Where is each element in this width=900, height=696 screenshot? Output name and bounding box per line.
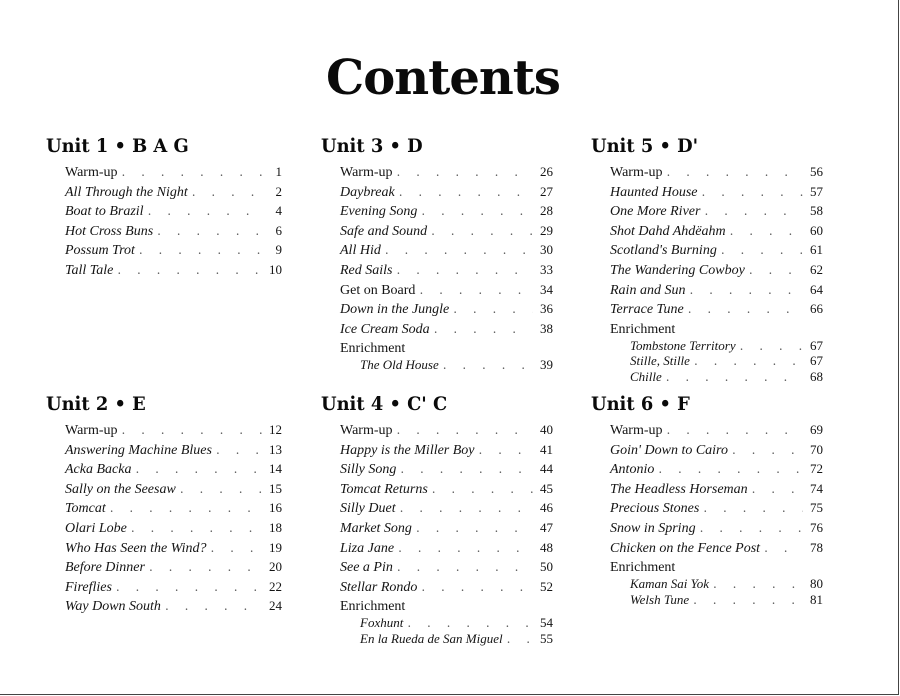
dot-leader: [135, 243, 262, 257]
entry-page-number: 15: [269, 480, 282, 496]
entry-page-number: 70: [810, 441, 823, 457]
dot-leader: [760, 541, 803, 555]
entry-page-number: 22: [269, 578, 282, 594]
dot-leader: [700, 204, 803, 218]
entry-page-number: 39: [540, 357, 553, 373]
entry-title: Liza Jane: [340, 540, 395, 556]
entry-page-number: 69: [810, 422, 823, 437]
entry-page-number: 56: [810, 164, 823, 179]
toc-entry: [610, 481, 823, 501]
entry-title: Sally on the Seesaw: [65, 481, 176, 497]
entry-list: [340, 164, 553, 373]
toc-entry: [65, 579, 282, 599]
toc-entry: [65, 481, 282, 501]
entry-page-number: 50: [540, 559, 553, 575]
toc-entry: [340, 164, 553, 184]
entry-page-number: 38: [540, 320, 553, 336]
dot-leader: [427, 224, 533, 238]
toc-entry: [65, 559, 282, 579]
entry-page-number: 6: [275, 222, 282, 238]
entry-title: Welsh Tune: [630, 591, 690, 607]
entry-list: [610, 422, 823, 607]
entry-list: [610, 164, 823, 384]
dot-leader: [415, 283, 533, 297]
toc-entry: [340, 540, 553, 560]
dot-leader: [663, 165, 803, 179]
entry-title: Safe and Sound: [340, 223, 428, 239]
dot-leader: [396, 501, 533, 515]
entry-title: Acka Backa: [65, 462, 132, 478]
toc-entry: [65, 520, 282, 540]
dot-leader: [153, 224, 262, 238]
dot-leader: [417, 580, 533, 594]
entry-page-number: 45: [540, 480, 553, 496]
unit-heading: Unit 3 • D: [321, 135, 423, 157]
toc-entry: [340, 184, 553, 204]
unit-6-section: [591, 392, 823, 607]
enrichment-list: [630, 576, 823, 607]
toc-entry: [630, 576, 823, 592]
entry-page-number: 72: [810, 461, 823, 477]
toc-entry: [340, 422, 553, 442]
entry-page-number: 18: [269, 519, 282, 535]
unit-heading: Unit 1 • B A G: [46, 135, 189, 157]
dot-leader: [745, 263, 803, 277]
dot-leader: [403, 616, 533, 630]
dot-leader: [393, 423, 533, 437]
enrichment-list: [360, 357, 553, 373]
toc-entry: [340, 500, 553, 520]
entry-page-number: 55: [540, 630, 553, 646]
entry-title: Red Sails: [340, 262, 393, 278]
entry-title: Foxhunt: [360, 615, 404, 631]
page-title: Contents: [326, 50, 560, 106]
entry-page-number: 81: [810, 591, 823, 607]
entry-page-number: 66: [810, 301, 823, 317]
entry-title: Who Has Seen the Wind?: [65, 540, 207, 556]
dot-leader: [728, 443, 803, 457]
entry-title: Haunted House: [610, 184, 698, 200]
entry-title: Market Song: [340, 520, 412, 536]
entry-title: Tomcat Returns: [340, 481, 428, 497]
dot-leader: [684, 302, 803, 316]
entry-title: Tomcat: [65, 501, 106, 517]
entry-title: Warm-up: [340, 165, 393, 180]
unit-4-section: [321, 392, 553, 646]
entry-title: Possum Trot: [65, 243, 135, 259]
dot-leader: [663, 423, 803, 437]
dot-leader: [395, 185, 533, 199]
enrichment-label: Enrichment: [340, 599, 406, 615]
toc-entry: [340, 262, 553, 282]
entry-title: Daybreak: [340, 184, 395, 200]
entry-title: Fireflies: [65, 579, 112, 595]
toc-entry: [610, 242, 823, 262]
dot-leader: [439, 358, 533, 372]
entry-page-number: 60: [810, 222, 823, 238]
entry-title: Tall Tale: [65, 262, 114, 278]
entry-title: Warm-up: [65, 423, 118, 438]
entry-page-number: 41: [540, 441, 553, 457]
dot-leader: [475, 443, 533, 457]
toc-entry: [65, 242, 282, 262]
toc-entry: [65, 184, 282, 204]
toc-entry: [340, 481, 553, 501]
entry-title: The Wandering Cowboy: [610, 262, 745, 278]
entry-title: Warm-up: [610, 165, 663, 180]
toc-entry: [65, 598, 282, 618]
entry-page-number: 62: [810, 261, 823, 277]
entry-page-number: 30: [540, 242, 553, 258]
entry-title: Way Down South: [65, 599, 161, 615]
entry-list: [65, 164, 282, 282]
toc-entry: [340, 242, 553, 262]
toc-entry: [360, 615, 553, 631]
toc-entry: [65, 422, 282, 442]
entry-title: En la Rueda de San Miguel: [360, 630, 503, 646]
entry-page-number: 57: [810, 183, 823, 199]
dot-leader: [393, 165, 533, 179]
entry-page-number: 54: [540, 615, 553, 631]
entry-title: Terrace Tune: [610, 302, 684, 318]
dot-leader: [690, 354, 803, 368]
toc-entry: [630, 338, 823, 354]
entry-page-number: 4: [275, 203, 282, 219]
entry-page-number: 64: [810, 281, 823, 297]
toc-entry: [630, 353, 823, 369]
dot-leader: [503, 632, 533, 646]
entry-page-number: 40: [540, 422, 553, 437]
entry-page-number: 9: [275, 242, 282, 258]
entry-title: Stellar Rondo: [340, 579, 418, 595]
entry-page-number: 68: [810, 368, 823, 384]
entry-page-number: 67: [810, 353, 823, 369]
entry-page-number: 44: [540, 461, 553, 477]
entry-title: Silly Song: [340, 462, 397, 478]
dot-leader: [145, 560, 262, 574]
entry-page-number: 52: [540, 578, 553, 594]
dot-leader: [131, 462, 262, 476]
entry-page-number: 46: [540, 500, 553, 516]
toc-entry: [65, 500, 282, 520]
unit-heading: Unit 5 • D': [591, 135, 699, 157]
dot-leader: [127, 521, 262, 535]
dot-leader: [685, 283, 803, 297]
entry-title: Kaman Sai Yok: [630, 576, 709, 592]
dot-leader: [412, 521, 533, 535]
dot-leader: [393, 560, 533, 574]
unit-1-section: [46, 134, 282, 282]
dot-leader: [113, 263, 262, 277]
entry-page-number: 61: [810, 242, 823, 258]
toc-entry: [610, 540, 823, 560]
entry-page-number: 58: [810, 203, 823, 219]
toc-entry: [360, 357, 553, 373]
enrichment-label: Enrichment: [610, 321, 676, 337]
dot-leader: [106, 501, 262, 515]
toc-entry: [360, 631, 553, 647]
toc-entry: [610, 301, 823, 321]
entry-title: Tombstone Territory: [630, 337, 736, 353]
entry-title: The Old House: [360, 357, 439, 373]
enrichment-label: Enrichment: [610, 560, 676, 576]
entry-title: Evening Song: [340, 204, 418, 220]
toc-entry: [610, 203, 823, 223]
entry-title: Stille, Stille: [630, 353, 690, 369]
entry-title: See a Pin: [340, 560, 393, 576]
dot-leader: [698, 185, 804, 199]
toc-entry: [610, 184, 823, 204]
dot-leader: [696, 521, 803, 535]
entry-title: Warm-up: [610, 423, 663, 438]
entry-title: Silly Duet: [340, 501, 396, 517]
dot-leader: [144, 204, 262, 218]
enrichment-list: [360, 615, 553, 646]
unit-heading: Unit 2 • E: [46, 393, 146, 415]
unit-5-section: [591, 134, 823, 384]
entry-list: [340, 422, 553, 646]
entry-title: Shot Dahd Ahdëahm: [610, 223, 726, 239]
toc-entry: [65, 461, 282, 481]
entry-page-number: 33: [540, 261, 553, 277]
entry-page-number: 27: [540, 183, 553, 199]
dot-leader: [161, 599, 262, 613]
entry-title: Rain and Sun: [610, 282, 686, 298]
unit-2-section: [46, 392, 282, 618]
dot-leader: [699, 501, 803, 515]
toc-entry: [65, 223, 282, 243]
dot-leader: [748, 482, 803, 496]
toc-entry: [610, 442, 823, 462]
toc-entry: [610, 164, 823, 184]
dot-leader: [393, 263, 534, 277]
dot-leader: [188, 185, 262, 199]
entry-title: Before Dinner: [65, 560, 145, 576]
toc-entry: [340, 223, 553, 243]
entry-title: Antonio: [610, 462, 655, 478]
toc-entry: [340, 559, 553, 579]
toc-entry: [65, 164, 282, 184]
entry-title: Happy is the Miller Boy: [340, 442, 475, 458]
toc-entry: [610, 422, 823, 442]
dot-leader: [717, 243, 803, 257]
toc-entry: [340, 301, 553, 321]
dot-leader: [394, 541, 533, 555]
toc-entry: [610, 520, 823, 540]
entry-page-number: 10: [269, 261, 282, 277]
entry-title: Warm-up: [65, 165, 118, 180]
entry-page-number: 75: [810, 500, 823, 516]
dot-leader: [118, 165, 262, 179]
toc-entry: [65, 262, 282, 282]
entry-title: Olari Lobe: [65, 520, 127, 536]
unit-heading: Unit 6 • F: [591, 393, 690, 415]
dot-leader: [112, 580, 262, 594]
entry-page-number: 76: [810, 519, 823, 535]
entry-title: Snow in Spring: [610, 520, 696, 536]
entry-page-number: 78: [810, 539, 823, 555]
entry-page-number: 80: [810, 576, 823, 592]
entry-title: Down in the Jungle: [340, 302, 450, 318]
entry-title: Answering Machine Blues: [65, 442, 212, 458]
toc-entry: [610, 461, 823, 481]
toc-entry: [610, 282, 823, 302]
dot-leader: [207, 541, 262, 555]
entry-title: One More River: [610, 204, 701, 220]
entry-page-number: 13: [269, 441, 282, 457]
dot-leader: [381, 243, 533, 257]
dot-leader: [417, 204, 533, 218]
enrichment-label: Enrichment: [340, 341, 406, 357]
dot-leader: [654, 462, 803, 476]
dot-leader: [449, 302, 533, 316]
entry-page-number: 20: [269, 559, 282, 575]
entry-title: Ice Cream Soda: [340, 321, 430, 337]
dot-leader: [726, 224, 803, 238]
toc-entry: [610, 500, 823, 520]
entry-page-number: 14: [269, 461, 282, 477]
toc-entry: [65, 203, 282, 223]
dot-leader: [176, 482, 262, 496]
toc-entry: [630, 592, 823, 608]
entry-page-number: 24: [269, 598, 282, 614]
entry-page-number: 48: [540, 539, 553, 555]
entry-page-number: 26: [540, 164, 553, 179]
entry-title: Precious Stones: [610, 501, 700, 517]
dot-leader: [396, 462, 533, 476]
entry-page-number: 2: [275, 183, 282, 199]
entry-page-number: 74: [810, 480, 823, 496]
entry-page-number: 1: [275, 164, 282, 179]
entry-title: Get on Board: [340, 282, 416, 298]
entry-page-number: 28: [540, 203, 553, 219]
entry-title: All Hid: [340, 243, 381, 259]
entry-title: Warm-up: [340, 423, 393, 438]
toc-entry: [610, 223, 823, 243]
toc-entry: [340, 579, 553, 599]
entry-page-number: 36: [540, 301, 553, 317]
dot-leader: [662, 370, 803, 384]
entry-title: Chicken on the Fence Post: [610, 540, 761, 556]
toc-entry: [65, 442, 282, 462]
unit-3-section: [321, 134, 553, 373]
entry-page-number: 34: [540, 281, 553, 297]
entry-title: Boat to Brazil: [65, 204, 144, 220]
dot-leader: [689, 593, 803, 607]
entry-page-number: 12: [269, 422, 282, 437]
entry-page-number: 47: [540, 519, 553, 535]
entry-page-number: 67: [810, 337, 823, 353]
enrichment-list: [630, 338, 823, 385]
entry-title: All Through the Night: [65, 184, 188, 200]
dot-leader: [709, 577, 803, 591]
toc-entry: [340, 282, 553, 302]
toc-entry: [340, 461, 553, 481]
entry-title: The Headless Horseman: [610, 481, 748, 497]
dot-leader: [428, 482, 533, 496]
toc-entry: [630, 369, 823, 385]
dot-leader: [736, 339, 803, 353]
toc-entry: [65, 540, 282, 560]
entry-title: Scotland's Burning: [610, 243, 717, 259]
toc-entry: [340, 520, 553, 540]
toc-entry: [340, 442, 553, 462]
unit-heading: Unit 4 • C' C: [321, 393, 448, 415]
dot-leader: [212, 443, 262, 457]
toc-entry: [340, 203, 553, 223]
entry-page-number: 19: [269, 539, 282, 555]
entry-title: Goin' Down to Cairo: [610, 442, 728, 458]
dot-leader: [430, 322, 533, 336]
entry-title: Chille: [630, 368, 662, 384]
dot-leader: [118, 423, 262, 437]
entry-page-number: 29: [540, 222, 553, 238]
toc-entry: [340, 321, 553, 341]
toc-entry: [610, 262, 823, 282]
entry-page-number: 16: [269, 500, 282, 516]
entry-list: [65, 422, 282, 618]
entry-title: Hot Cross Buns: [65, 223, 154, 239]
